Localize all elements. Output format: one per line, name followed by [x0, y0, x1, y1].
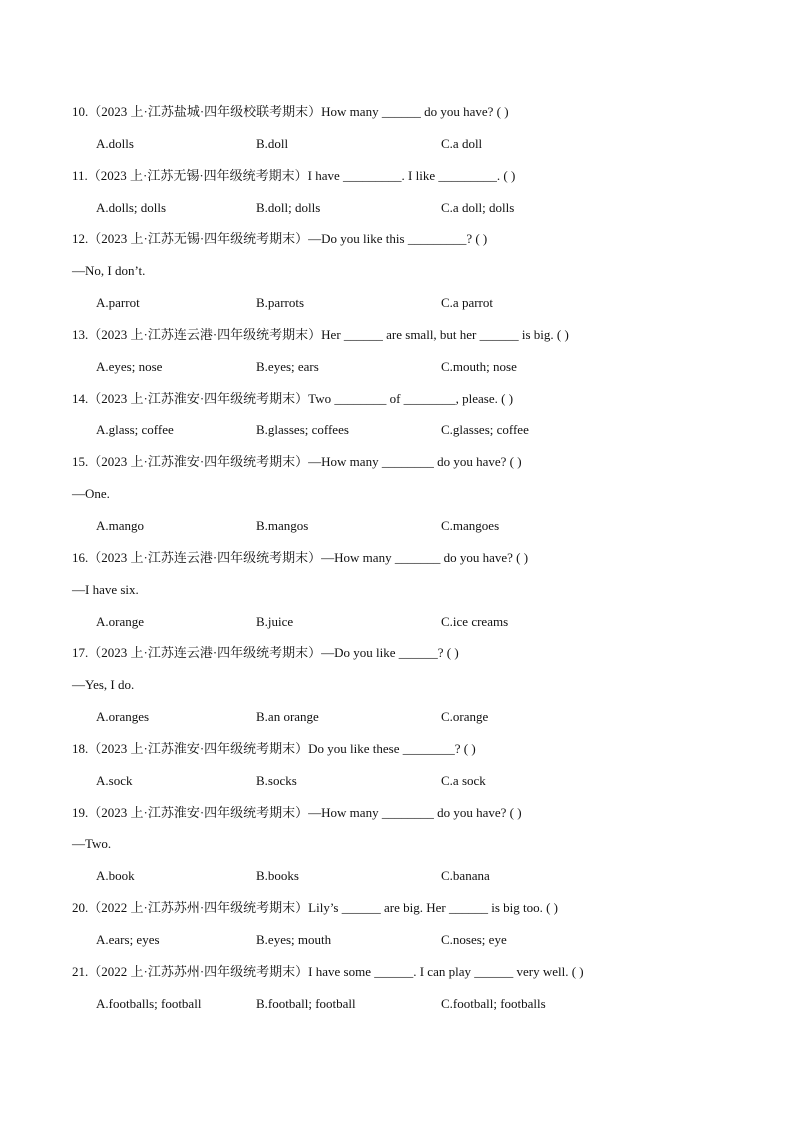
option-a: A.mango	[96, 517, 145, 533]
options-row	[0, 414, 794, 446]
option-a: A.orange	[96, 613, 145, 629]
question-10	[0, 96, 794, 160]
question-text: 14.（2023 上·江苏淮安·四年级统考期末）Two ________ of ________, please. ( )	[72, 390, 514, 406]
question-17	[0, 637, 794, 733]
dialogue-reply: —Yes, I do.	[72, 677, 135, 693]
option-b: B.doll	[256, 135, 289, 151]
option-b: B.glasses; coffees	[256, 422, 349, 438]
option-a: A.book	[96, 868, 135, 884]
question-text: 19.（2023 上·江苏淮安·四年级统考期末）—How many ________ do you have? ( )	[72, 804, 522, 820]
question-15	[0, 446, 794, 542]
option-a: A.sock	[96, 772, 133, 788]
question-text: 10.（2023 上·江苏盐城·四年级校联考期末）How many ______ do you have? ( )	[72, 104, 509, 119]
dialogue-reply: —No, I don’t.	[72, 263, 146, 279]
question-text: 20.（2022 上·江苏苏州·四年级统考期末）Lily’s ______ are big. Her ______ is big too. ( )	[72, 900, 559, 916]
question-21	[0, 956, 794, 1020]
dialogue-reply: —One.	[72, 486, 110, 502]
option-c: C.noses; eye	[441, 931, 507, 947]
option-c: C.a doll; dolls	[441, 199, 515, 215]
option-a: A.oranges	[96, 709, 150, 725]
option-c: C.ice creams	[441, 613, 509, 629]
option-c: C.glasses; coffee	[441, 422, 529, 438]
option-a: A.parrot	[96, 295, 140, 311]
option-b: B.eyes; ears	[256, 358, 319, 374]
question-19	[0, 797, 794, 893]
options-row	[0, 924, 794, 956]
option-c: C.a sock	[441, 772, 486, 788]
question-11	[0, 160, 794, 224]
option-a: A.glass; coffee	[96, 422, 174, 438]
question-text: 16.（2023 上·江苏连云港·四年级统考期末）—How many _______ do you have? ( )	[72, 549, 529, 565]
question-text: 13.（2023 上·江苏连云港·四年级统考期末）Her ______ are small, but her ______ is big. ( )	[72, 326, 569, 342]
options-row	[0, 606, 794, 638]
question-18	[0, 733, 794, 797]
question-text: 11.（2023 上·江苏无锡·四年级统考期末）I have _________. I like _________. ( )	[72, 167, 516, 183]
question-text: 18.（2023 上·江苏淮安·四年级统考期末）Do you like these ________? ( )	[72, 740, 476, 756]
options-row	[0, 351, 794, 383]
options-row	[0, 701, 794, 733]
question-text: 21.（2022 上·江苏苏州·四年级统考期末）I have some ______. I can play ______ very well. ( )	[72, 963, 584, 979]
option-b: B.football; football	[256, 995, 356, 1011]
option-b: B.socks	[256, 772, 297, 788]
option-c: C.a parrot	[441, 295, 493, 311]
exam-page	[0, 96, 794, 1019]
options-row	[0, 510, 794, 542]
option-b: B.doll; dolls	[256, 199, 321, 215]
options-row	[0, 287, 794, 319]
question-text: 15.（2023 上·江苏淮安·四年级统考期末）—How many ________ do you have? ( )	[72, 454, 522, 470]
question-20	[0, 892, 794, 956]
option-a: A.ears; eyes	[96, 931, 160, 947]
option-b: B.books	[256, 868, 299, 884]
option-c: C.football; footballs	[441, 995, 546, 1011]
option-c: C.banana	[441, 868, 490, 884]
options-row	[0, 192, 794, 224]
option-c: C.orange	[441, 709, 489, 725]
option-a: A.eyes; nose	[96, 358, 163, 374]
question-14	[0, 383, 794, 447]
option-b: B.parrots	[256, 295, 305, 311]
options-row	[0, 988, 794, 1020]
question-13	[0, 319, 794, 383]
question-16	[0, 542, 794, 638]
option-a: A.dolls	[96, 135, 134, 151]
option-b: B.eyes; mouth	[256, 931, 332, 947]
dialogue-reply: —I have six.	[72, 581, 139, 597]
options-row	[0, 860, 794, 892]
option-a: A.footballs; football	[96, 995, 202, 1011]
dialogue-reply: —Two.	[72, 836, 112, 852]
options-row	[0, 765, 794, 797]
question-12	[0, 223, 794, 319]
option-c: C.a doll	[441, 135, 483, 151]
option-b: B.juice	[256, 613, 294, 629]
option-b: B.an orange	[256, 709, 319, 725]
option-a: A.dolls; dolls	[96, 199, 167, 215]
question-text: 17.（2023 上·江苏连云港·四年级统考期末）—Do you like ______? ( )	[72, 645, 459, 661]
option-c: C.mouth; nose	[441, 358, 517, 374]
question-text: 12.（2023 上·江苏无锡·四年级统考期末）—Do you like this _________? ( )	[72, 231, 488, 247]
option-b: B.mangos	[256, 517, 309, 533]
options-row	[0, 128, 794, 160]
option-c: C.mangoes	[441, 517, 500, 533]
